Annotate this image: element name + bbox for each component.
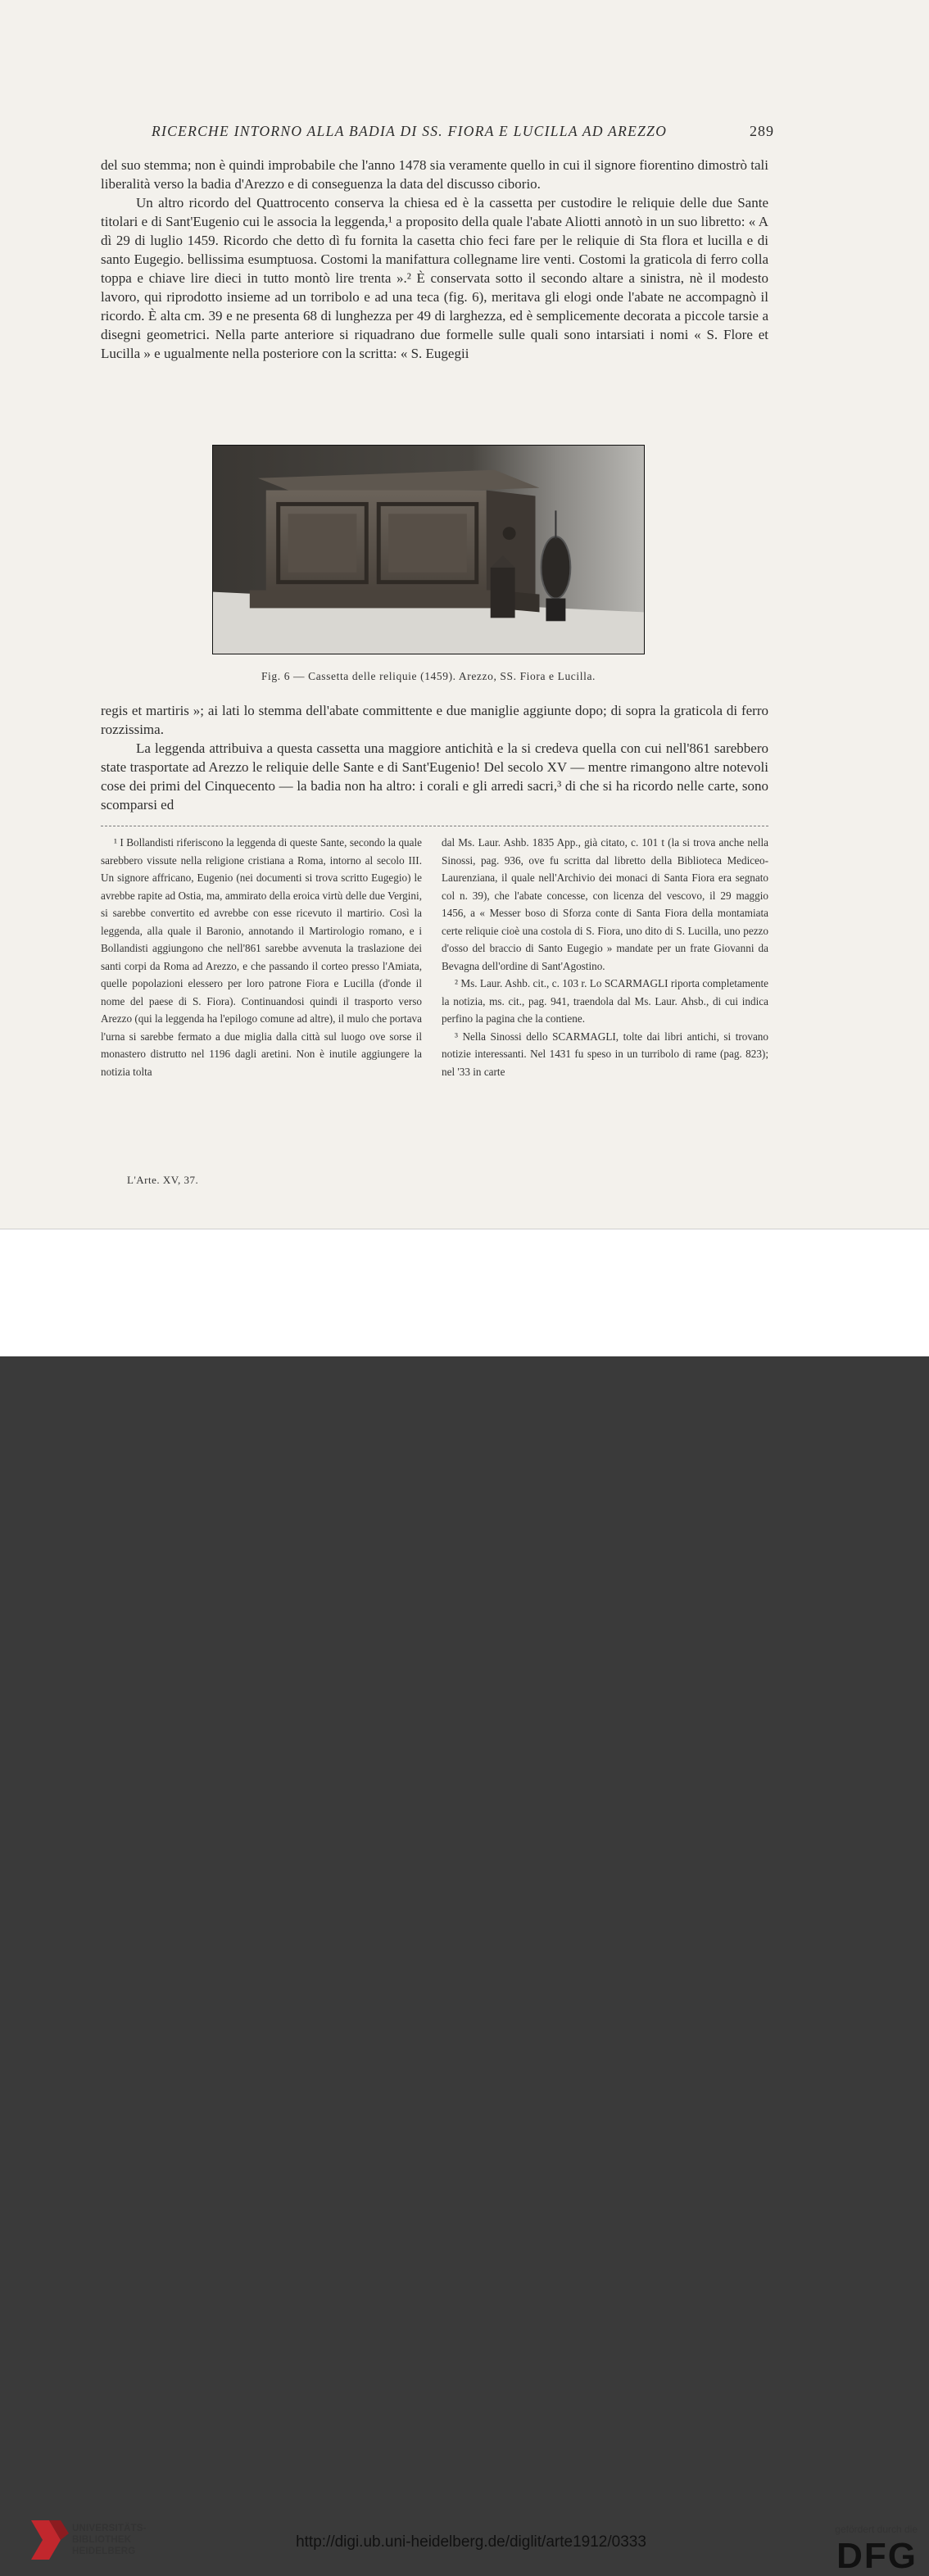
footnote-2: ² Ms. Laur. Ashb. cit., c. 103 r. Lo SCARMAGLI riporta completamente la notizia, ms. cit., pag. 941, traendola dal Ms. Laur. Ahsb., di cui indica perfino la pagina che la contiene. — [442, 977, 768, 1025]
running-head-title: RICERCHE INTORNO ALLA BADIA DI SS. FIORA E LUCILLA AD AREZZO — [152, 123, 668, 139]
footnote-1: ¹ I Bollandisti riferiscono la leggenda di queste Sante, secondo la quale sarebbero vissute nella religione cristiana a Roma, intorno al secolo III. Un signore affricano, Eugenio (nei documenti si trova scritto Eugegio) le avrebbe rapite ad Ostia, ma, ammirato della eroica virtù delle due Vergini, si sarebbe convertito ed avrebbe con esse ricevuto il martirio. Così la leggenda, alla quale il Baronio, annotando il Martirologio romano, e i Bollandisti aggiungono che nell'861 sarebbe avvenuta la traslazione dei santi corpi da Roma ad Arezzo, e che passando il corteo presso l'Amiata, quelle popolazioni elessero per loro patrone Fiora e Lucilla (d'onde il nome del paese di S. Fiora). Continuandosi quindi il trasporto verso Arezzo (qui la leggenda ha l'epilogo comune ad altre), il mulo che portava l'urna si sarebbe fermato a due miglia dalla città sul luogo ove sorse il monastero distrutto nel 1196 dagli aretini. Non è inutile aggiungere la notizia tolta — [101, 836, 422, 1078]
figure-caption: Fig. 6 — Cassetta delle reliquie (1459). Arezzo, SS. Fiora e Lucilla. — [261, 670, 596, 682]
source-url-link[interactable]: http://digi.ub.uni-heidelberg.de/diglit/arte1912/0333 — [296, 2533, 646, 2551]
signature-mark: L'Arte. XV, 37. — [127, 1174, 199, 1186]
footnotes-right-column — [442, 834, 768, 1080]
reliquary-casket-illustration — [213, 446, 644, 654]
figure-photo-reliquary-casket — [212, 445, 645, 654]
page-number: 289 — [750, 123, 774, 139]
funding-caption: gefördert durch die — [835, 2524, 918, 2535]
running-head — [152, 123, 774, 147]
footnote-1-continued: dal Ms. Laur. Ashb. 1835 App., già citato, c. 101 t (la si trova anche nella Sinossi, pag. 936, ove fu scritta dal libretto della Biblioteca Mediceo-Laurenziana, il quale nell'Archivio dei monaci di Santa Fiora era segnato col n. 39), che l'abate concesse, con licenza del vescovo, il 29 maggio 1456, a « Messer boso di Sforza conte di Santa Fiora della montamiata certe reliquie cioè una costola di S. Fiora, uno dito di S. Lucilla, uno pezzo d'osso del braccio di Santo Eugegio » mandate per un frate Giovanni da Bevagna dell'ordine di Sant'Agostino. — [442, 836, 768, 972]
body-text-lower — [101, 701, 768, 814]
scanned-page — [0, 0, 929, 1229]
digitization-footer — [0, 1229, 929, 2576]
dfg-logo[interactable]: DFG — [836, 2536, 918, 2576]
library-line: BIBLIOTHEK — [72, 2535, 132, 2545]
paragraph: del suo stemma; non è quindi improbabile che l'anno 1478 sia veramente quello in cui il signore fiorentino dimostrò tali liberalità verso la badia d'Arezzo e di conseguenza la data del discusso ciborio. — [101, 157, 768, 192]
paragraph: Un altro ricordo del Quattrocento conserva la chiesa ed è la cassetta per custodire le reliquie delle due Sante titolari e di Sant'Eugenio cui le associa la leggenda,¹ a proposito della quale l'abate Aliotti annotò in un suo libretto: « A dì 29 di luglio 1459. Ricordo che detto dì fu fornita la casetta chio feci fare per le reliquie di Sta flora et lucilla e di santo Eugegio. bellissima esumptuosa. Costomi la manifattura collegname lire venti. Costomi la graticola di ferro colla toppa e chiave lire dieci in tutto montò lire trenta ».² È conservata sotto il secondo altare a sinistra, nè il modesto lavoro, qui riprodotto insieme ad un torribolo e ad una teca (fig. 6), meritava gli elogi onde l'abate ne accompagnò il ricordo. È alta cm. 39 e ne presenta 68 di lunghezza per 49 di larghezza, ed è semplicemente decorata a piccole tarsie a disegni geometrici. Nella parte anteriore si riquadrano due formelle sulle quali sono intarsiati i nomi « S. Flore et Lucilla » e ugualmente nella posteriore con la scritta: « S. Eugegii — [101, 195, 768, 361]
footnote-3: ³ Nella Sinossi dello SCARMAGLI, tolte dai libri antichi, si trovano notizie interessanti. Nel 1431 fu speso in un turribolo di rame (pag. 823); nel '33 in carte — [442, 1030, 768, 1078]
footnotes-left-column — [101, 834, 422, 1080]
library-line: UNIVERSITÄTS- — [72, 2524, 147, 2533]
paragraph: regis et martiris »; ai lati lo stemma dell'abate committente e due maniglie aggiunte dopo; di sopra la graticola di ferro rozzissima. — [101, 703, 768, 737]
paragraph: La leggenda attribuiva a questa cassetta una maggiore antichità e la si credeva quella con cui nell'861 sarebbero state trasportate ad Arezzo le reliquie delle Sante e di Sant'Eugenio! Del secolo XV — mentre rimangono altre notevoli cose dei primi del Cinquecento — la badia non ha altro: i corali e gli arredi sacri,³ di che si ha ricordo nelle carte, sono scomparsi ed — [101, 740, 768, 813]
library-line: HEIDELBERG — [72, 2547, 136, 2556]
body-text-upper — [101, 156, 768, 363]
university-library-name[interactable] — [72, 2523, 147, 2557]
